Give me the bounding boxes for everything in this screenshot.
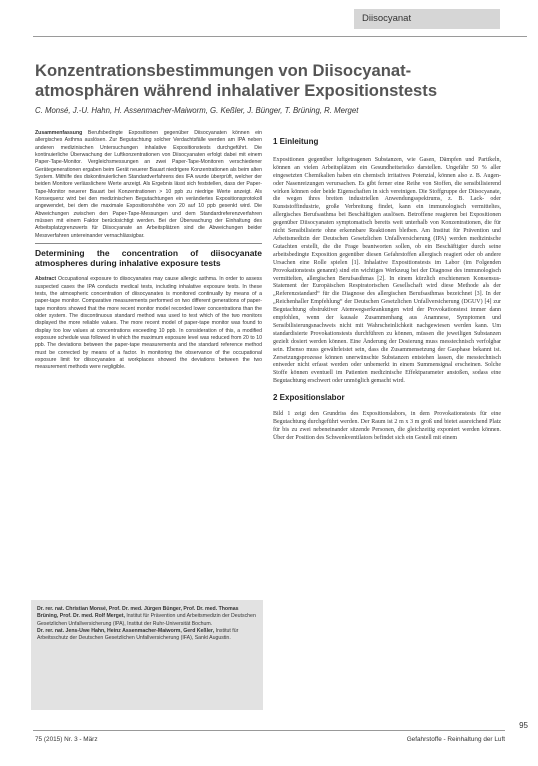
section-heading: 1 Einleitung <box>273 137 319 146</box>
english-abstract-text: Occupational exposure to diisocyanates may cause allergic asthma. In order to assess suspected cases the IPA conducts medical tests, including inhalative exposure tests. In these tests, the atmospheric concentration of diisocyanates is monitored continually by means of a paper-tape monitor. Comparative measurements performed on two different generations of paper-tape monitors showed that the more recent monitor model recorded lower concentrations than the older system. The discontinuous standard method was used to test which of the two monitors displayed the more reliable values. The more recent model of paper-tape monitor was found to display too low values at concentrations exceeding 10 ppb. In consideration of this, a modified exposure schedule was followed in which the maximum exposure level was reduced from 20 to 10 ppb. The deviations between the paper-tape measurements and the standard reference method must be corrected by means of a factor. In monitoring the observance of the occupational exposure limit for diisocyanates at workplaces showed the deviations between the two measurement methods were negligible. <box>35 276 262 371</box>
divider <box>35 243 262 244</box>
footer-rule <box>33 730 505 731</box>
article-title <box>35 61 505 100</box>
english-title: Determining the concentration of diisocyanate atmospheres during inhalative exposure tests <box>35 248 262 269</box>
english-abstract-lead: Abstract <box>35 276 57 283</box>
english-abstract <box>35 276 262 371</box>
affiliation-box <box>31 600 263 710</box>
german-abstract-lead: Zusammenfassung <box>35 130 83 136</box>
affiliation-institution: Institut für Arbeitsschutz der Deutschen Gesetzlichen Unfallversicherung (IFA), Sankt Augustin. <box>37 627 239 642</box>
section-body: Bild 1 zeigt den Grundriss des Expositionslabors, in dem Provokationstests für eine Begutachtung durchgeführt werden. Der Raum ist 2 m x 3 m groß und bietet ausreichend Platz für bis zu zwei nebeneinander sitzende Personen, die gleichzeitig exponiert werden können. Über der Position des Schwenkventilators befindet sich ein Gestell mit einem <box>273 411 501 441</box>
right-column <box>273 138 501 443</box>
german-abstract <box>35 130 262 240</box>
section-tag-label: Diisocyanat <box>362 13 412 24</box>
title-line-1: Konzentrationsbestimmungen von Diisocyanat- <box>35 61 412 80</box>
affiliation-names: Dr. rer. nat. Christian Monsé, Prof. Dr. med. Jürgen Bünger, Prof. Dr. med. Thomas Brüning, Prof. Dr. med. Rolf Merget, <box>37 606 239 620</box>
section-body: Expositionen gegenüber luftgetragenen Substanzen, wie Gasen, Dämpfen und Partikeln, können an vielen Arbeitsplätzen ein Gesundheitsrisiko darstellen. Ungefähr 50 % aller eingesetzten Chemikalien haben ein chemisch irritatives Potenzial, können also z. B. Augen- oder Nasenreizungen verursachen. Es gibt ferner eine Reihe von Stoffen, die sensibilisierend wirken können oder beide Eigenschaften in sich vereinigen. Die Stoffgruppe der Diisocyanate, die wegen ihres breiten industriellen Anwendungsspektrums, z. B. Lack- oder Kunststoffindustrie, große Verbreitung findet, kann ein immunologisch vermitteltes, allergisches Berufsasthma bei Beschäftigten auslösen. Betroffene reagieren bei Expositionen gegenüber Diisocyanaten symptomatisch bereits weit unterhalb von Konzentrationen, die für nicht Sensibilisierte ohne erkennbare Reaktionen bleiben. Am Institut für Prävention und Arbeitsmedizin der Deutschen Gesetzlichen Unfallversicherung (IPA) werden medizinische Gutachten erstellt, die die Frage beantworten sollen, ob ein Beschäftigter durch seine arbeitsbedingte Exposition gegenüber diesen Gefahrstoffen allergisch reagiert oder ob andere Ursachen eine Rolle spielen [1]. Inhalative Expositionstests im Labor (im Folgenden Provokationstests genannt) sind ein wichtiges Werkzeug bei der Diagnose des immunologisch vermittelten, allergischen Berufsasthmas [2]. In einem kürzlich erschienenen Konsensus-Statement der Europäischen Respiratorischen Gesellschaft wird diese Methode als der „Referenzstandard“ für die Diagnose des allergischen Berufsasthmas bezeichnet [3]. In der „Reichenhaller Empfehlung“ der Deutschen Gesetzlichen Unfallversicherung (DGUV) [4] zur Begutachtung obstruktiver Atemwegserkrankungen wird der Provokationstest immer dann empfohlen, wenn der kausale Zusammenhang aus Anamnese, Symptomen und Sensibilisierungsnachweis nicht mit Wahrscheinlichkeit nachgewiesen werden kann. Um standardisierte Provokationstests durchführen zu können, müssen die jeweiligen Substanzen gezielt dosiert werden können. Eine Änderung der Dosierung muss messtechnisch verfolgbar sein. Ebenso muss gewährleistet sein, dass die Zusammensetzung der Gasphase bekannt ist. Zersetzungsprozesse können unerwünschte Substanzen entstehen lassen, die messtechnisch entweder nicht erfasst werden oder unbemerkt in einem Summensignal erscheinen. Solche Stoffe können eventuell im Patienten medizinische Effektparameter anstoßen, sodass eine Begutachtung erschwert oder unmöglich gemacht wird. <box>273 156 501 385</box>
title-line-2: atmosphären während inhalativer Expositionstests <box>35 80 438 100</box>
issue-info: 75 (2015) Nr. 3 - März <box>35 736 98 743</box>
german-abstract-text: Berufsbedingte Expositionen gegenüber Diisocyanaten können ein allergisches Asthma auslösen. Zur Begutachtung solcher Verdachtsfälle werden am IPA neben anderen medizinischen Untersuchungen inhalative Expositionstests durchgeführt. Die kontinuierliche Überwachung der Luftkonzentrationen von Diisocyanaten erfolgt dabei mit einem Paper-Tape-Monitor. Vergleichsmessungen an zwei Paper-Tape-Monitoren verschiedener Gerätegenerationen ergaben beim Gerät neuerer Bauart niedrigere Konzentrationen als beim alten System. Mithilfe des diskontinuierlichen Standardverfahrens des IFA wurde überprüft, welcher der beiden Monitore verlässlichere Werte anzeigt. Als Ergebnis lässt sich feststellen, dass der Paper-Tape-Monitor neuerer Bauart bei Konzentrationen > 10 ppb zu niedrige Werte anzeigt. Als Konsequenz wird bei den medizinischen Begutachtungen ein verändertes Expositionsprotokoll angewendet, bei dem die maximale Expositionshöhe von 20 auf 10 ppb gesenkt wird. Die Abweichungen zwischen den Paper-Tape-Messungen und dem Standardreferenzverfahren müssen mit einem Faktor berücksichtigt werden. Bei der Überwachung der Einhaltung des Arbeitsplatzgrenzwerts für Diisocyanate an Arbeitsplätzen sind die Abweichungen beider Messverfahren untereinander vernachlässigbar. <box>35 130 262 239</box>
journal-name: Gefahrstoffe - Reinhaltung der Luft <box>406 736 505 743</box>
author-list: C. Monsé, J.-U. Hahn, H. Assenmacher-Maiworm, G. Keßler, J. Bünger, T. Brüning, R. Merget <box>35 106 359 115</box>
page-number: 95 <box>519 721 528 730</box>
affiliation-ipa <box>37 606 257 628</box>
affiliation-names: Dr. rer. nat. Jens-Uwe Hahn, Heinz Assenmacher-Maiworm, Gerd Keßler, <box>37 627 215 634</box>
section-tag <box>354 9 500 29</box>
section-heading: 2 Expositionslabor <box>273 393 345 403</box>
affiliation-institution: Institut für Prävention und Arbeitsmedizin der Deutschen Gesetzlichen Unfallversicherung (IPA), Institut der Ruhr-Universität Bochum. <box>37 613 256 627</box>
left-column <box>35 130 262 372</box>
affiliation-ifa <box>37 628 257 643</box>
header-rule <box>33 36 527 37</box>
